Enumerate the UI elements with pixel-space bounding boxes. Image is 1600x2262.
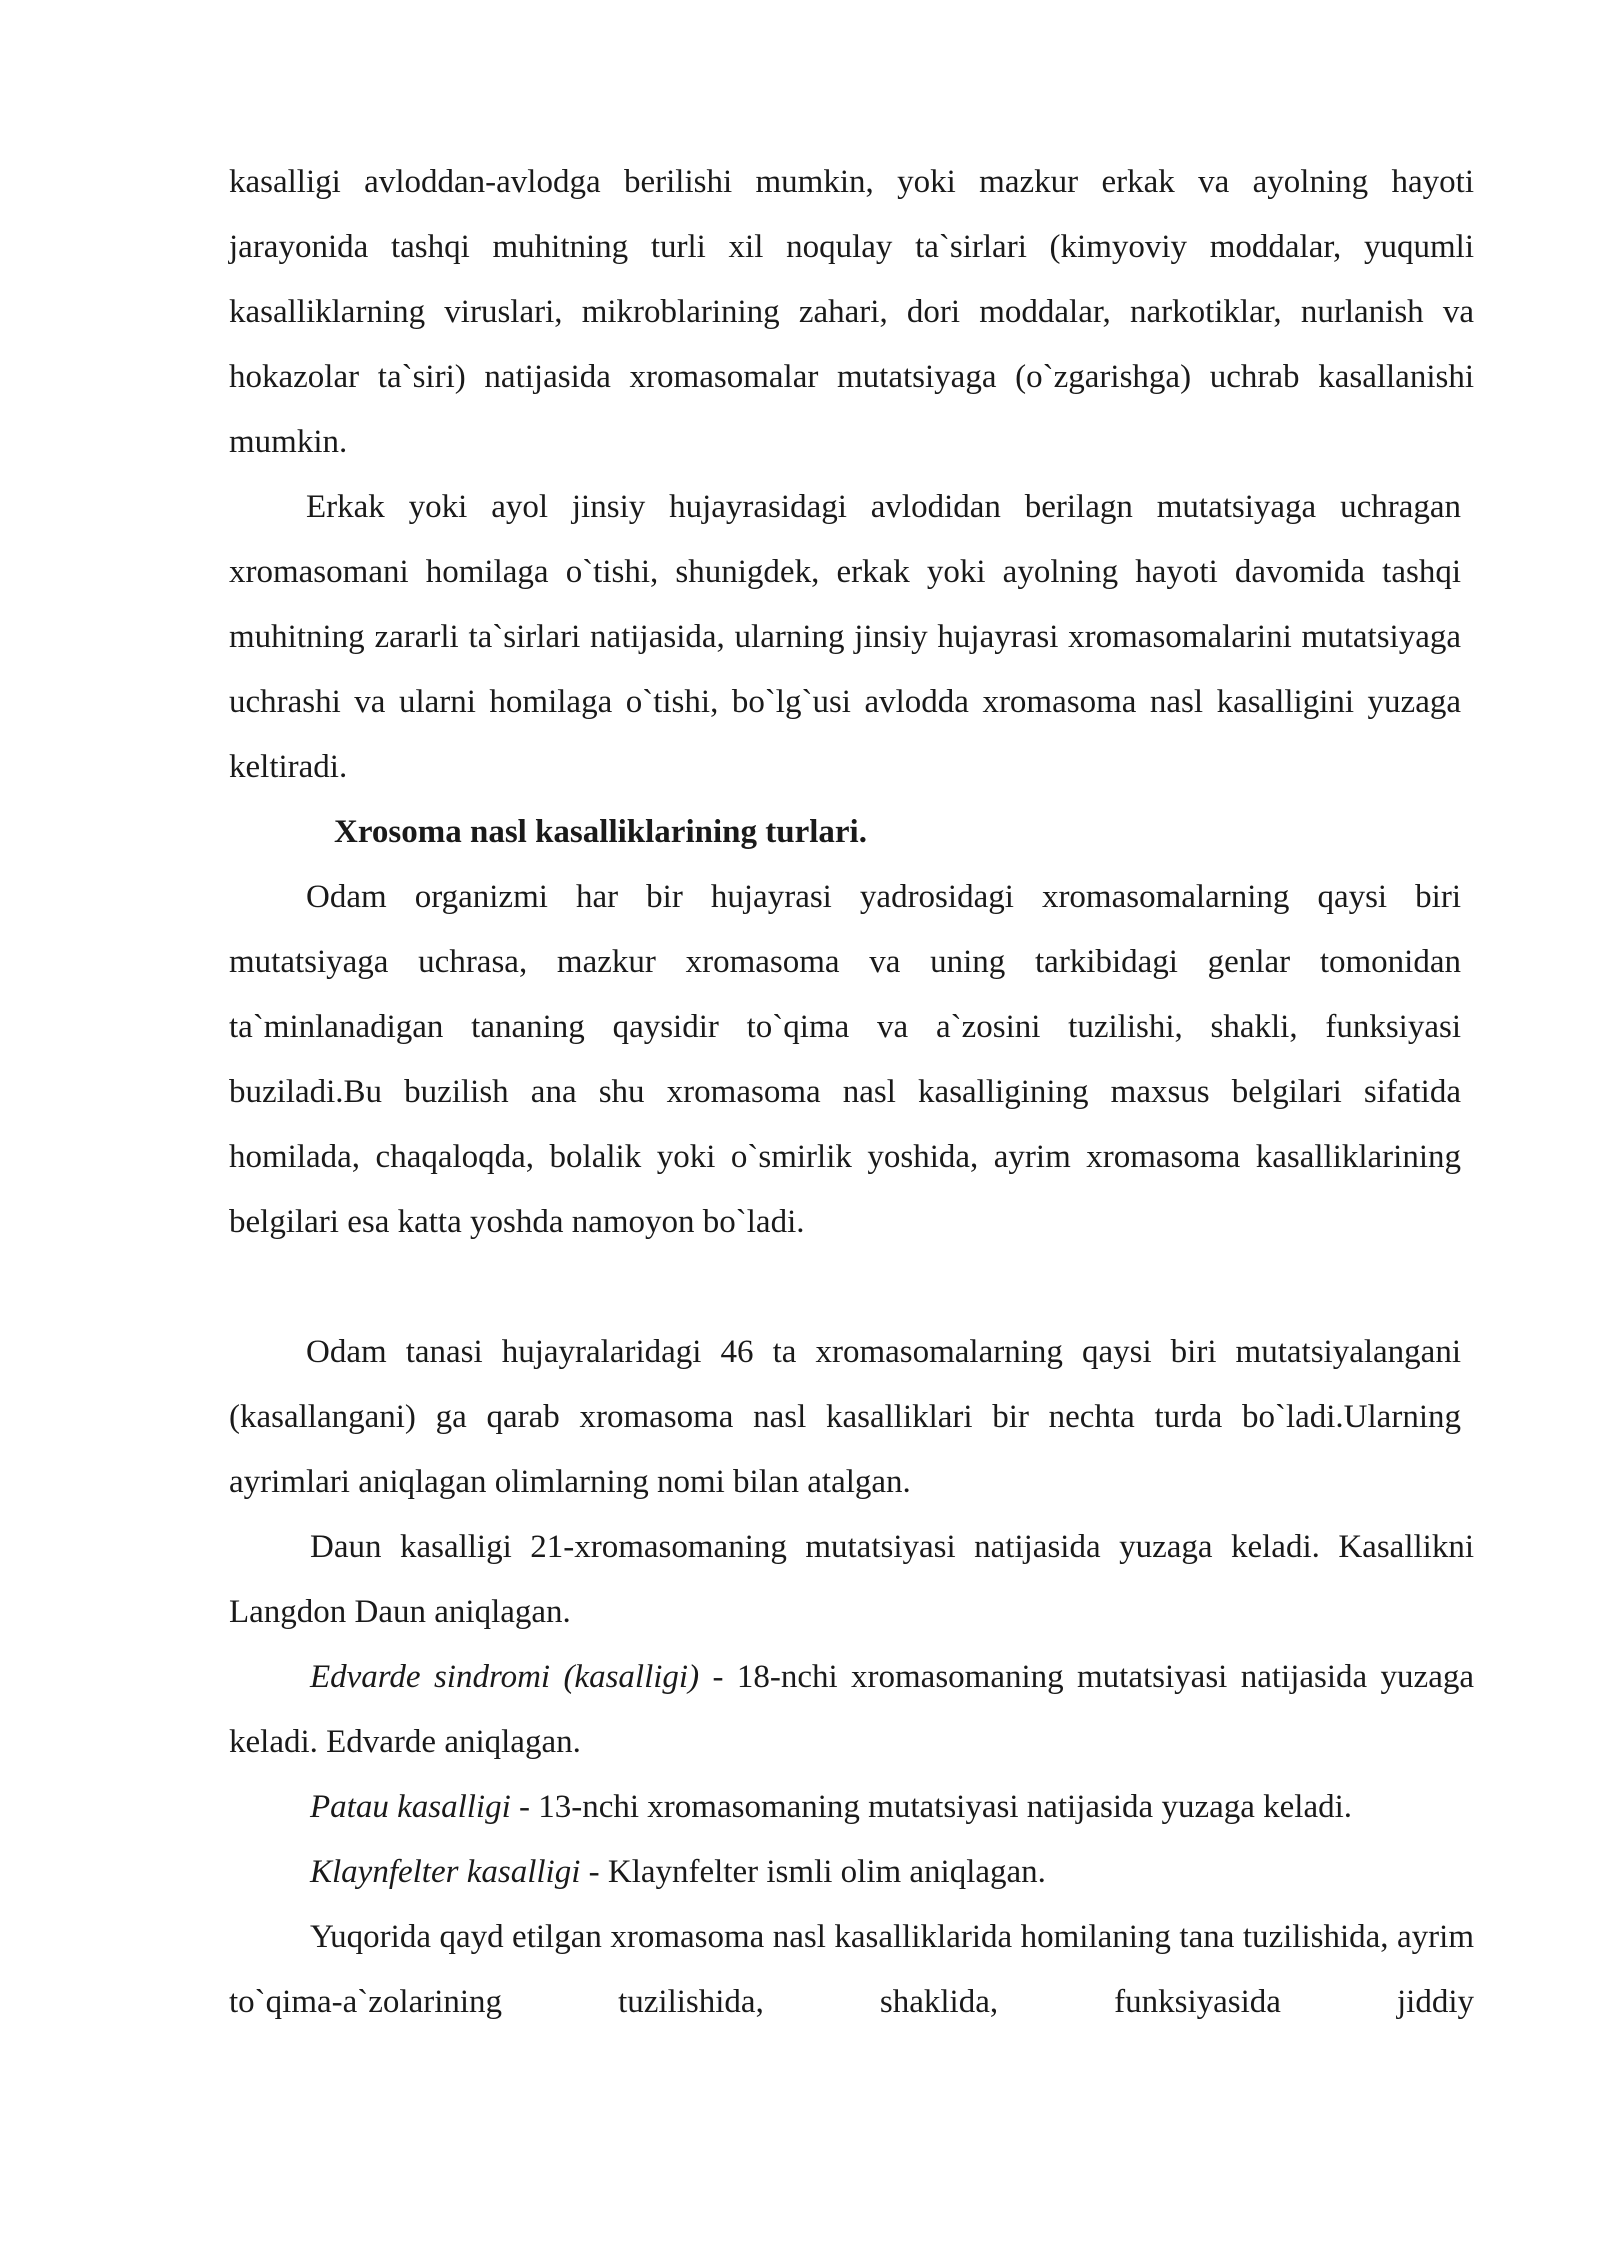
edvarde-text: - 18-nchi xromasomaning mutatsiyasi natijasida yuzaga keladi. Edvarde aniqlagan. xyxy=(229,1659,1474,1760)
edvarde-term: Edvarde sindromi (kasalligi) xyxy=(310,1659,700,1695)
paragraph-klaynfelter xyxy=(229,1840,1474,1905)
paragraph-3: Odam organizmi har bir hujayrasi yadrosidagi xromasomalarning qaysi biri mutatsiyaga uchrasa, mazkur xromasoma va uning tarkibidagi genlar tomonidan ta`minlanadigan tananing qaysidir to`qima va a`zosini tuzilishi, shakli, funksiyasi buziladi.Bu buzilish ana shu xromasoma nasl kasalligining maxsus belgilari sifatida homilada, chaqaloqda, bolalik yoki o`smirlik yoshida, ayrim xromasoma kasalliklarining belgilari esa katta yoshda namoyon bo`ladi. xyxy=(229,879,1461,1240)
patau-text: - 13-nchi xromasomaning mutatsiyasi natijasida yuzaga keladi. xyxy=(510,1789,1353,1825)
paragraph-2: Erkak yoki ayol jinsiy hujayrasidagi avlodidan berilagn mutatsiyaga uchragan xromasomani homilaga o`tishi, shunigdek, erkak yoki ayolning hayoti davomida tashqi muhitning zararli ta`sirlari natijasida, ularning jinsiy hujayrasi xromasomalarini mutatsiyaga uchrashi va ularni homilaga o`tishi, bo`lg`usi avlodda xromasoma nasl kasalligini yuzaga keltiradi. xyxy=(229,489,1461,785)
document-page xyxy=(229,150,1474,2035)
section-heading: Xrosoma nasl kasalliklarining turlari. xyxy=(334,814,867,850)
blank-line xyxy=(229,1255,1474,1320)
paragraph-patau xyxy=(229,1775,1474,1840)
paragraph-final: Yuqorida qayd etilgan xromasoma nasl kasalliklarida homilaning tana tuzilishida, ayrim to`qima-a`zolarining tuzilishida, shaklida, funksiyasida jiddiy xyxy=(229,1919,1474,2020)
paragraph-edvarde xyxy=(229,1645,1474,1775)
klaynfelter-term: Klaynfelter kasalligi xyxy=(310,1854,581,1890)
paragraph-daun: Daun kasalligi 21-xromasomaning mutatsiyasi natijasida yuzaga keladi. Kasallikni Langdon Daun aniqlagan. xyxy=(229,1529,1474,1630)
klaynfelter-text: - Klaynfelter ismli olim aniqlagan. xyxy=(580,1854,1046,1890)
patau-term: Patau kasalligi xyxy=(310,1789,511,1825)
paragraph-1: kasalligi avloddan-avlodga berilishi mumkin, yoki mazkur erkak va ayolning hayoti jarayonida tashqi muhitning turli xil noqulay ta`sirlari (kimyoviy moddalar, yuqumli kasalliklarning viruslari, mikroblarining zahari, dori moddalar, narkotiklar, nurlanish va hokazolar ta`siri) natijasida xromasomalar mutatsiyaga (o`zgarishga) uchrab kasallanishi mumkin. xyxy=(229,164,1474,460)
paragraph-4: Odam tanasi hujayralaridagi 46 ta xromasomalarning qaysi biri mutatsiyalangani (kasallangani) ga qarab xromasoma nasl kasalliklari bir nechta turda bo`ladi.Ularning ayrimlari aniqlagan olimlarning nomi bilan atalgan. xyxy=(229,1334,1461,1500)
